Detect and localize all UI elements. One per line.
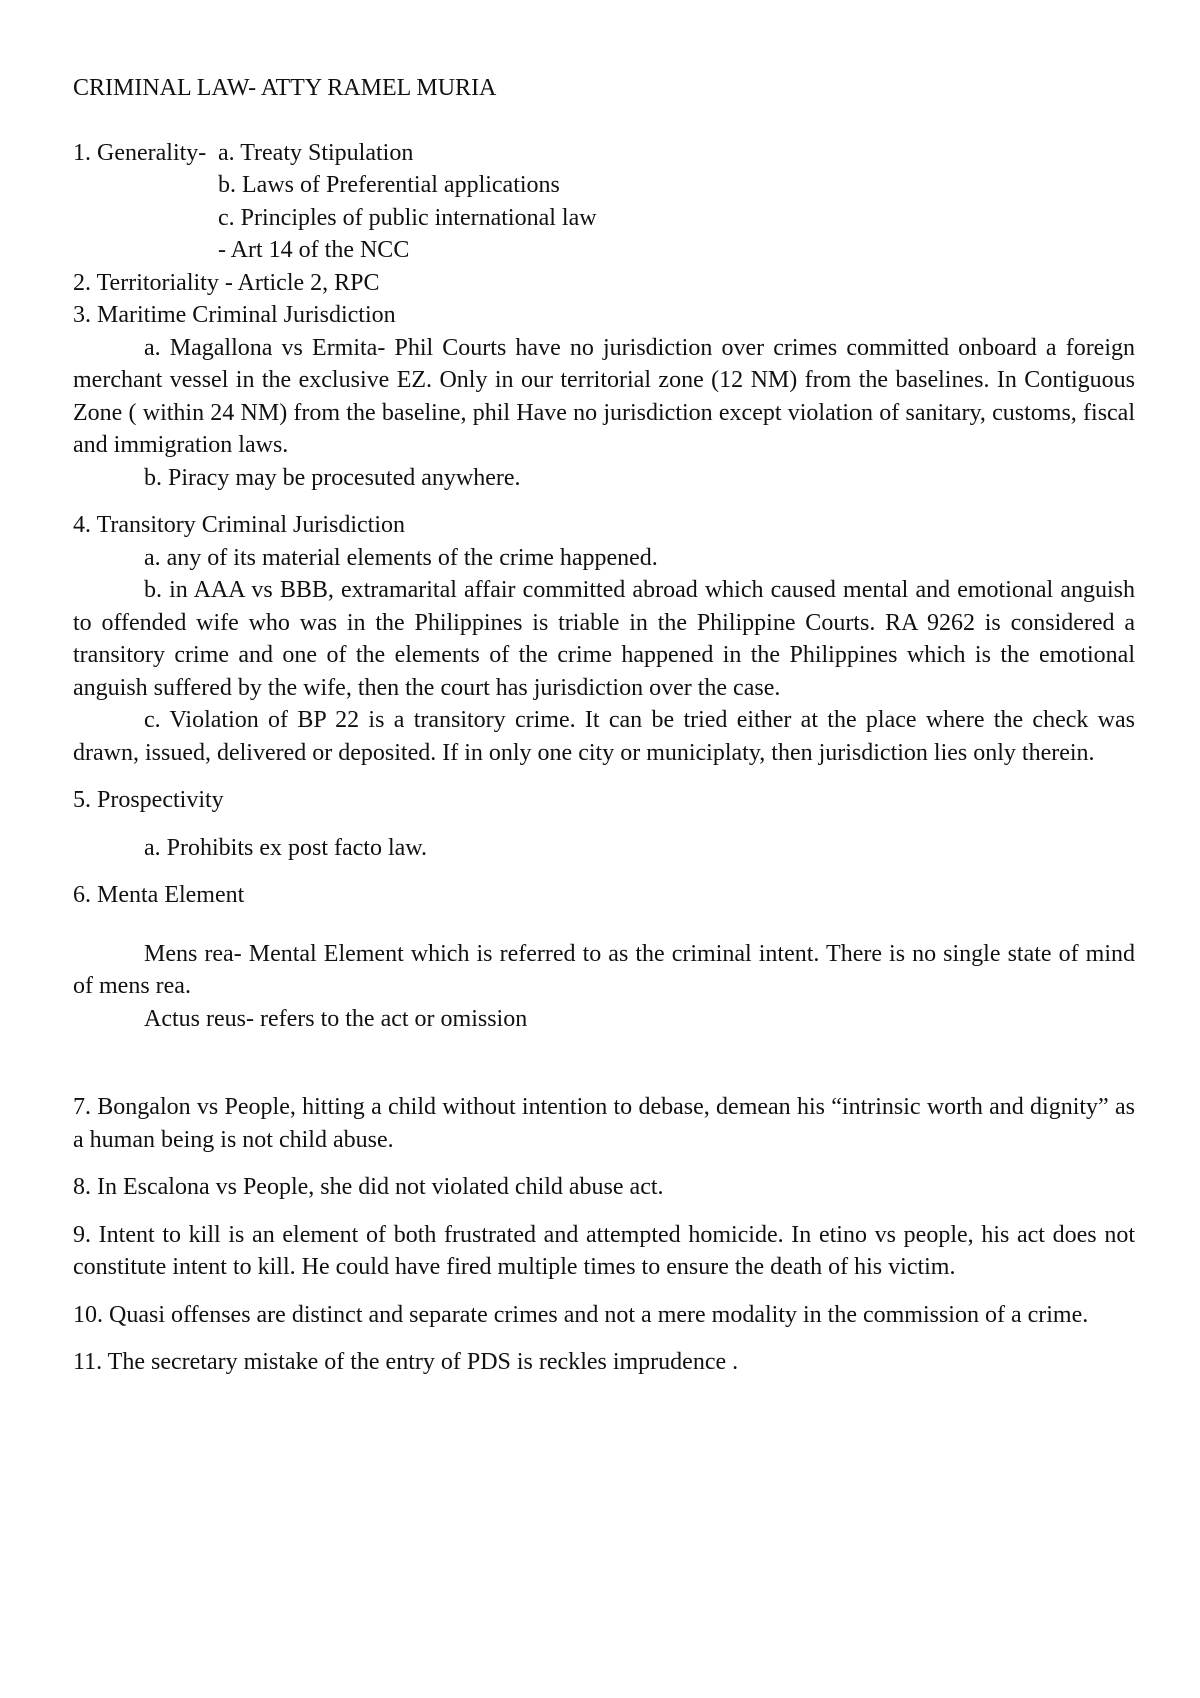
section-6-mens-rea: Mens rea- Mental Element which is referred to as the criminal intent. There is no single state of mind of mens rea. (73, 940, 1135, 999)
section-1-item-d: - Art 14 of the NCC (218, 237, 410, 263)
section-4-item-b: b. in AAA vs BBB, extramarital affair committed abroad which caused mental and emotional anguish to offended wife who was in the Philippines is triable in the Philippine Courts. RA 9262 is considered a transitory crime and one of the elements of the crime happened in the Philippines which is the emotional anguish suffered by the wife, then the court has jurisdiction over the case. (73, 577, 1135, 701)
section-4-item-c: c. Violation of BP 22 is a transitory crime. It can be tried either at the place where the check was drawn, issued, delivered or deposited. If in only one city or municiplaty, then jurisdiction lies only therein. (73, 707, 1135, 766)
section-7-bongalon: 7. Bongalon vs People, hitting a child without intention to debase, demean his “intrinsic worth and dignity” as a human being is not child abuse. (73, 1094, 1135, 1153)
section-3-item-a: a. Magallona vs Ermita- Phil Courts have no jurisdiction over crimes committed onboard a foreign merchant vessel in the exclusive EZ. Only in our territorial zone (12 NM) from the baselines. In Contiguous Zone ( within 24 NM) from the baseline, phil Have no jurisdiction except violation of sanitary, customs, fiscal and immigration laws. (73, 334, 1135, 458)
section-1-generality (73, 137, 1135, 170)
section-8-escalona: 8. In Escalona vs People, she did not violated child abuse act. (73, 1174, 664, 1200)
section-4-heading: 4. Transitory Criminal Jurisdiction (73, 512, 406, 538)
section-6-heading: 6. Menta Element (73, 882, 245, 908)
document-body (73, 72, 1135, 1379)
section-1-item-c: c. Principles of public international law (218, 204, 597, 231)
section-1-label: 1. Generality- (73, 139, 207, 166)
section-3-item-b: b. Piracy may be procesuted anywhere. (144, 464, 521, 491)
section-6-actus-reus: Actus reus- refers to the act or omission (144, 1005, 528, 1032)
section-11-secretary-mistake: 11. The secretary mistake of the entry of PDS is reckles imprudence . (73, 1349, 739, 1375)
section-5-heading: 5. Prospectivity (73, 787, 224, 813)
document-title: CRIMINAL LAW- ATTY RAMEL MURIA (73, 75, 497, 101)
section-5-item-a: a. Prohibits ex post facto law. (144, 834, 428, 861)
section-1-item-b: b. Laws of Preferential applications (218, 172, 560, 198)
section-1-item-a: a. Treaty Stipulation (218, 139, 414, 166)
section-3-heading: 3. Maritime Criminal Jurisdiction (73, 302, 396, 328)
section-9-intent-to-kill: 9. Intent to kill is an element of both frustrated and attempted homicide. In etino vs people, his act does not constitute intent to kill. He could have fired multiple times to ensure the death of his victim. (73, 1221, 1135, 1280)
section-10-quasi-offenses: 10. Quasi offenses are distinct and separate crimes and not a mere modality in the commission of a crime. (73, 1301, 1089, 1328)
section-2-territoriality: 2. Territoriality - Article 2, RPC (73, 269, 380, 296)
section-4-item-a: a. any of its material elements of the crime happened. (144, 544, 658, 571)
